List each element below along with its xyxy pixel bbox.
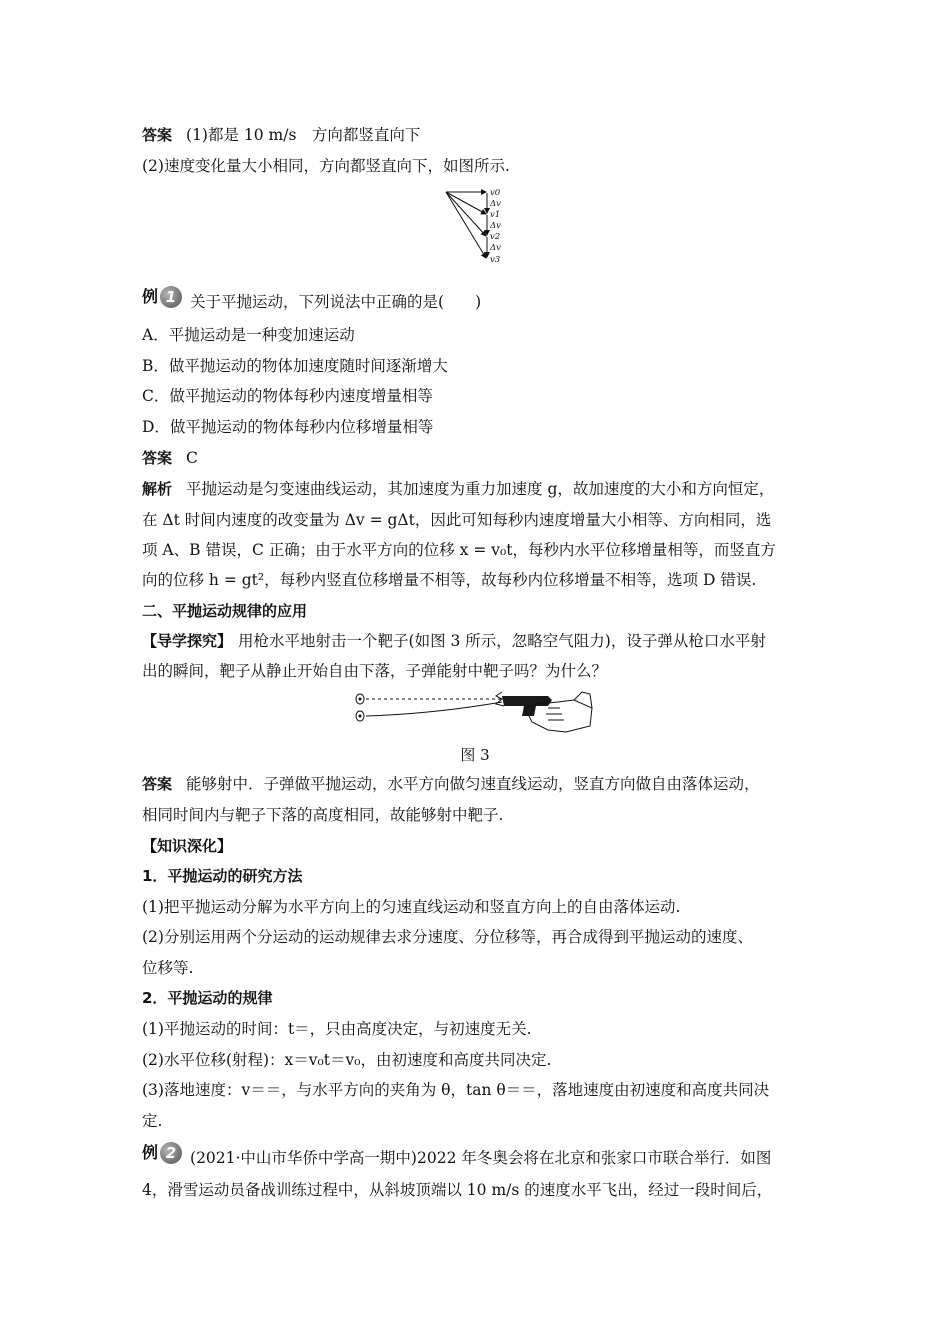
- rule-time: (1)平抛运动的时间：t＝，只由高度决定，与初速度无关.: [142, 1020, 532, 1038]
- answer-label: 答案: [142, 449, 173, 467]
- label-v2: v2: [490, 232, 501, 242]
- target-icon: [356, 694, 364, 721]
- gun-hand-icon: [502, 692, 592, 732]
- analysis-line1: [142, 479, 822, 499]
- example-number-icon: 2: [160, 1142, 182, 1164]
- v3-arrow: [446, 192, 486, 258]
- label-dv1: Δv: [490, 199, 501, 209]
- example1-question-line: [142, 287, 822, 314]
- answer1-line1: [142, 125, 822, 145]
- guide-text-1: 用枪水平地射击一个靶子(如图 3 所示，忽略空气阻力)，设子弹从枪口水平射: [238, 632, 766, 650]
- rule-displacement: (2)水平位移(射程)：x＝v₀t＝v₀，由初速度和高度共同决定.: [142, 1051, 552, 1069]
- knowledge-p2b: 位移等.: [142, 959, 194, 977]
- analysis-line4: 向的位移 h = gt²，每秒内竖直位移增量不相等，故每秒内位移增量不相等，选项 D 错误.: [142, 571, 757, 589]
- knowledge-heading-2: 2．平抛运动的规律: [142, 989, 273, 1007]
- option-c: C．做平抛运动的物体每秒内速度增量相等: [142, 387, 433, 405]
- section2-answer-line2: 相同时间内与靶子下落的高度相同，故能够射中靶子.: [142, 806, 504, 824]
- guide-line2: 出的瞬间，靶子从静止开始自由下落，子弹能射中靶子吗？为什么？: [142, 662, 608, 680]
- example2-text-1: (2021·中山市华侨中学高一期中)2022 年冬奥会将在北京和张家口市联合举行．如图: [190, 1149, 772, 1167]
- guide-label: 【导学探究】: [142, 632, 233, 650]
- v2-arrow: [446, 192, 486, 236]
- example-badge: 例 1: [142, 286, 182, 308]
- answer-value: C: [186, 449, 198, 467]
- v1-arrow: [446, 192, 486, 214]
- figure-caption: 图 3: [460, 746, 490, 764]
- option-b: B．做平抛运动的物体加速度随时间逐渐增大: [142, 357, 448, 375]
- example1-answer: [142, 448, 822, 468]
- rule-velocity-b: 定.: [142, 1112, 163, 1130]
- answer1-text: (1)都是 10 m/s 方向都竖直向下: [186, 126, 421, 144]
- analysis-line2: 在 Δt 时间内速度的改变量为 Δv = gΔt，因此可知每秒内速度增量大小相等、方向相同，选: [142, 511, 772, 529]
- knowledge-p2a: (2)分别运用两个分运动的运动规律去求分速度、分位移等，再合成得到平抛运动的速度、: [142, 928, 753, 946]
- option-a: A．平抛运动是一种变加速运动: [142, 326, 355, 344]
- analysis-label: 解析: [142, 480, 173, 498]
- answer-label: 答案: [142, 126, 173, 144]
- label-v0: v0: [490, 188, 501, 198]
- example2-line1: [142, 1143, 822, 1170]
- velocity-vector-figure: [440, 186, 512, 268]
- label-v1: v1: [490, 210, 501, 220]
- gun-target-figure: [352, 686, 598, 736]
- answer1-line2: (2)速度变化量大小相同，方向都竖直向下，如图所示.: [142, 157, 510, 175]
- section2-answer-line1: [142, 774, 822, 794]
- analysis-text-1: 平抛运动是匀变速曲线运动，其加速度为重力加速度 g，故加速度的大小和方向恒定，: [186, 480, 775, 498]
- label-dv3: Δv: [490, 243, 501, 253]
- example-number-icon: 1: [160, 286, 182, 308]
- label-v3: v3: [490, 255, 501, 265]
- knowledge-p1: (1)把平抛运动分解为水平方向上的匀速直线运动和竖直方向上的自由落体运动.: [142, 898, 681, 916]
- section-title: 二、平抛运动规律的应用: [142, 602, 308, 620]
- answer-label: 答案: [142, 775, 173, 793]
- label-dv2: Δv: [490, 221, 501, 231]
- option-d: D．做平抛运动的物体每秒内位移增量相等: [142, 418, 434, 436]
- knowledge-heading-1: 1．平抛运动的研究方法: [142, 867, 303, 885]
- guide-line1: [142, 631, 822, 651]
- section2-answer-text: 能够射中．子弹做平抛运动，水平方向做匀速直线运动，竖直方向做自由落体运动，: [186, 775, 760, 793]
- trajectory-curve: [366, 702, 502, 716]
- knowledge-label: 【知识深化】: [142, 837, 233, 855]
- example1-question: 关于平抛运动，下列说法中正确的是( ): [190, 293, 482, 311]
- rule-velocity-a: (3)落地速度：v＝＝，与水平方向的夹角为 θ，tan θ＝＝，落地速度由初速度和高度共同决: [142, 1081, 770, 1099]
- analysis-line3: 项 A、B 错误，C 正确；由于水平方向的位移 x = v₀t，每秒内水平位移增量相等，而竖直方: [142, 541, 776, 559]
- example2-line2: 4，滑雪运动员备战训练过程中，从斜坡顶端以 10 m/s 的速度水平飞出，经过一段时间后，: [142, 1181, 773, 1199]
- example-badge: 例 2: [142, 1142, 182, 1164]
